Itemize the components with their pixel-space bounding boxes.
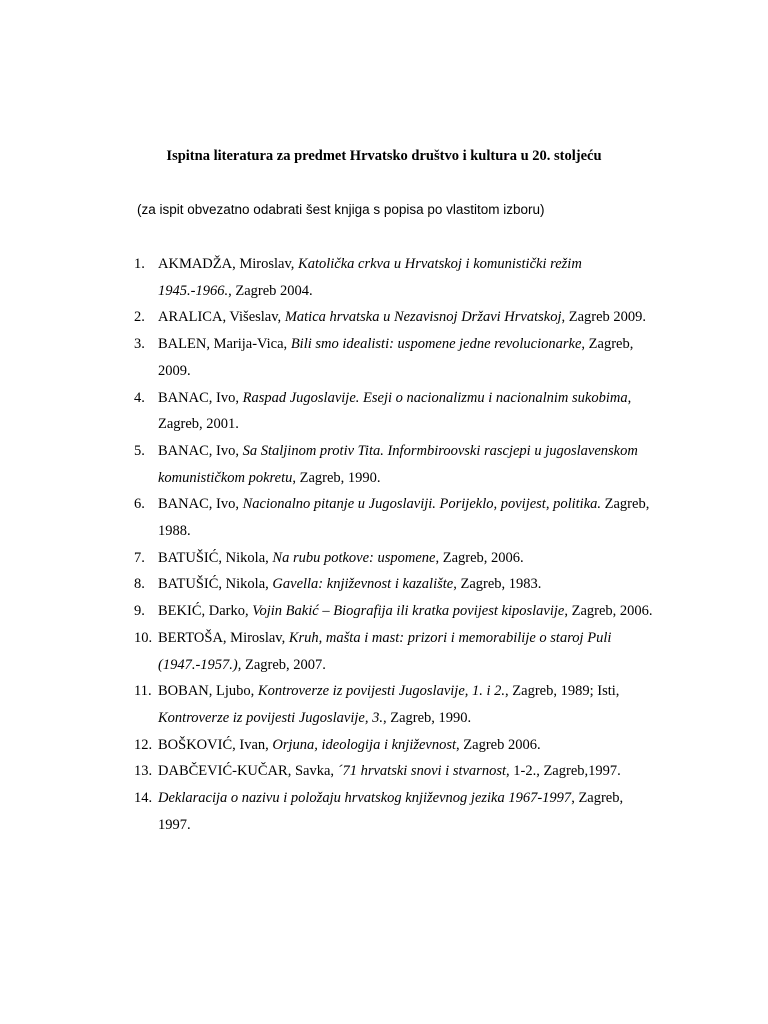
item-publication: , 1-2., Zagreb,1997. — [506, 763, 621, 780]
item-book-title: Orjuna, ideologija i književnost — [272, 736, 457, 753]
item-publication: , Zagreb, 2001. — [158, 389, 632, 433]
item-number: 14. — [134, 790, 153, 807]
item-author: BANAC, Ivo, — [158, 442, 243, 459]
item-number: 6. — [134, 496, 145, 513]
list-item — [0, 331, 654, 384]
instruction-note: (za ispit obvezatno odabrati šest knjiga s popisa po vlastitom izboru) — [137, 202, 545, 217]
item-publication: , Zagreb, 2007. — [237, 656, 326, 673]
item-number: 8. — [134, 576, 145, 593]
list-item — [0, 625, 654, 678]
item-publication-second: , Zagreb, 1990. — [382, 709, 472, 726]
item-number: 3. — [134, 336, 145, 353]
list-item — [0, 758, 654, 785]
list-item — [0, 304, 654, 331]
list-item — [0, 732, 654, 759]
item-book-title: Gavella: književnost i kazalište — [272, 576, 454, 593]
item-author: BANAC, Ivo, — [158, 496, 243, 513]
item-publication: , Zagreb 2009. — [561, 309, 647, 326]
list-item — [0, 785, 654, 838]
item-number: 13. — [134, 763, 153, 780]
item-publication: , Zagreb, 1989; Isti, — [505, 683, 620, 700]
item-book-title: Na rubu potkove: uspomene — [272, 549, 436, 566]
page-title: Ispitna literatura za predmet Hrvatsko društvo i kultura u 20. stoljeću — [166, 148, 602, 164]
item-number: 1. — [134, 256, 145, 272]
item-number: 12. — [134, 736, 153, 753]
item-author: BOŠKOVIĆ, Ivan, — [158, 736, 273, 753]
item-book-title: Matica hrvatska u Nezavisnoj Državi Hrvatskoj — [284, 309, 562, 326]
item-publication: , Zagreb, 2009. — [158, 336, 634, 379]
item-author: BALEN, Marija-Vica, — [158, 336, 291, 353]
list-item — [0, 678, 654, 731]
item-publication: Zagreb, 1988. — [158, 496, 650, 540]
item-book-title: Vojin Bakić – Biografija ili kratka povijest kiposlavije — [252, 603, 565, 620]
list-item — [0, 545, 654, 572]
item-publication: , Zagreb, 2006. — [564, 603, 653, 620]
item-publication: , Zagreb, 1997. — [158, 790, 624, 833]
item-author: BEKIĆ, Darko, — [158, 603, 253, 620]
item-author: BERTOŠA, Miroslav, — [158, 629, 289, 646]
item-book-title: Kontroverze iz povijesti Jugoslavije, 1. i 2. — [257, 683, 506, 700]
item-book-title: ´71 hrvatski snovi i stvarnost — [337, 763, 506, 780]
item-publication: , Zagreb 2004. — [228, 282, 313, 299]
item-number: 9. — [134, 603, 145, 620]
item-author: BATUŠIĆ, Nikola, — [158, 576, 273, 593]
item-author: BANAC, Ivo, — [158, 389, 243, 406]
item-book-title: Deklaracija o nazivu i položaju hrvatskog književnog jezika 1967-1997 — [158, 790, 572, 807]
item-book-title: Sa Staljinom protiv Tita. Informbiroovski rascjepi u jugoslavenskom komunističkom pokretu — [158, 442, 638, 486]
item-book-title: Raspad Jugoslavije. Eseji o nacionalizmu i nacionalnim sukobima — [242, 389, 628, 406]
item-book-title-second: Kontroverze iz povijesti Jugoslavije, 3. — [158, 709, 383, 726]
item-author: BOBAN, Ljubo, — [158, 683, 258, 700]
list-item — [0, 385, 654, 438]
item-author: BATUŠIĆ, Nikola, — [158, 549, 273, 566]
item-author: ARALICA, Višeslav, — [158, 309, 285, 326]
item-author: AKMADŽA, Miroslav, — [158, 256, 299, 272]
list-item — [0, 438, 654, 491]
item-publication: , Zagreb 2006. — [456, 736, 541, 753]
list-item — [0, 491, 654, 544]
bibliography-list — [0, 251, 768, 838]
item-publication: , Zagreb, 2006. — [435, 549, 524, 566]
item-number: 4. — [134, 389, 145, 406]
item-book-title: Katolička crkva u Hrvatskoj i komunistički režim 1945.-1966. — [158, 256, 582, 299]
item-publication: , Zagreb, 1990. — [292, 469, 381, 486]
item-author: DABČEVIĆ-KUČAR, Savka, — [158, 763, 338, 780]
item-book-title: Bili smo idealisti: uspomene jedne revolucionarke — [290, 336, 582, 353]
item-number: 10. — [134, 629, 153, 646]
item-publication: , Zagreb, 1983. — [453, 576, 542, 593]
item-number: 11. — [134, 683, 152, 700]
item-book-title: Nacionalno pitanje u Jugoslaviji. Porijeklo, povijest, politika. — [242, 496, 602, 513]
item-number: 7. — [134, 549, 145, 566]
list-item — [0, 598, 654, 625]
list-item — [0, 251, 654, 304]
item-number: 5. — [134, 442, 145, 459]
item-number: 2. — [134, 309, 145, 326]
list-item — [0, 571, 654, 598]
item-book-title: Kruh, mašta i mast: prizori i memorabilije o staroj Puli (1947.-1957.) — [158, 629, 612, 673]
